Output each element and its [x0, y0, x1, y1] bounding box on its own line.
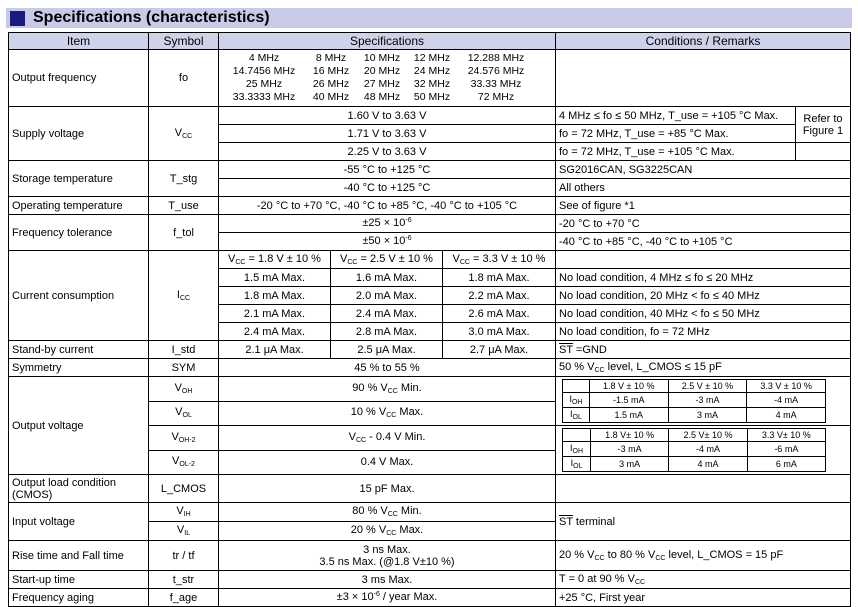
freq-value: 32 MHz	[413, 78, 451, 90]
freq-value: 4 MHz	[248, 52, 280, 64]
spec-cell: $\pm 50 \times 10^{-6}$	[219, 233, 556, 251]
item-cell: Output load condition (CMOS)	[9, 475, 149, 503]
symbol-cell: $V_{OL}$	[149, 401, 219, 426]
mini-value: 4 mA	[747, 408, 826, 423]
row-storage-temperature	[9, 161, 851, 179]
freq-value: 8 MHz	[315, 52, 347, 64]
symbol-cell: I_std	[149, 341, 219, 359]
current-value: 2.4 mA Max.	[331, 305, 443, 323]
item-cell: Operating temperature	[9, 197, 149, 215]
item-cell: Symmetry	[9, 359, 149, 377]
cond-cell: No load condition, 4 MHz ≤ fo ≤ 20 MHz	[556, 269, 851, 287]
current-value: 3.0 mA Max.	[443, 323, 556, 341]
row-output-load	[9, 475, 851, 503]
spec-cell: -40 °C to +125 °C	[219, 179, 556, 197]
output-current-table-1	[562, 379, 826, 423]
mini-label: $I_{OL}$	[563, 457, 591, 472]
item-cell: Output frequency	[9, 50, 149, 107]
mini-head: 1.8 V ± 10 %	[589, 380, 668, 393]
mini-corner	[563, 429, 591, 442]
spec-cell: 15 pF Max.	[219, 475, 556, 503]
row-rise-fall-time	[9, 541, 851, 571]
col-cond-header: Conditions / Remarks	[556, 33, 851, 50]
spec-cell: 1.60 V to 3.63 V	[219, 107, 556, 125]
cond-cell: 20 % $V_{CC}$ to 80 % $V_{CC}$ level, L_CMOS = 15 pF	[556, 541, 851, 571]
freq-value: 24.576 MHz	[467, 65, 525, 77]
freq-value: 25 MHz	[245, 78, 283, 90]
freq-value: 40 MHz	[312, 91, 350, 103]
mini-head: 2.5 V± 10 %	[669, 429, 747, 442]
col-symbol-header: Symbol	[149, 33, 219, 50]
cond-cell: SG2016CAN, SG3225CAN	[556, 161, 851, 179]
item-cell: Start-up time	[9, 571, 149, 589]
symbol-cell: T_use	[149, 197, 219, 215]
mini-value: -3 mA	[591, 442, 669, 457]
mini-label: $I_{OH}$	[563, 442, 591, 457]
mini-label: $I_{OH}$	[563, 393, 590, 408]
row-operating-temperature	[9, 197, 851, 215]
current-value: 1.6 mA Max.	[331, 269, 443, 287]
voltage-head-cell: $V_{CC} = 2.5$ V ± 10 %	[331, 251, 443, 269]
mini-value: 1.5 mA	[589, 408, 668, 423]
section-header	[6, 8, 852, 28]
symbol-cell: $V_{CC}$	[149, 107, 219, 161]
freq-value: 24 MHz	[413, 65, 451, 77]
item-cell: Frequency tolerance	[9, 215, 149, 251]
symbol-cell: t_str	[149, 571, 219, 589]
current-value: 2.4 mA Max.	[219, 323, 331, 341]
refer-figure-cell: Refer to Figure 1	[796, 107, 851, 143]
cond-cell	[556, 251, 851, 269]
cond-cell: 4 MHz ≤ fo ≤ 50 MHz, T_use = +105 °C Max.	[556, 107, 796, 125]
spec-cell: $\pm 25 \times 10^{-6}$	[219, 215, 556, 233]
row-current-consumption	[9, 251, 851, 269]
standby-value: 2.7 μA Max.	[443, 341, 556, 359]
freq-value: 12 MHz	[413, 52, 451, 64]
row-input-voltage	[9, 503, 851, 522]
cond-cell: 50 % $V_{CC}$ level, L_CMOS ≤ 15 pF	[556, 359, 851, 377]
mini-value: 3 mA	[591, 457, 669, 472]
output-current-table-2	[562, 428, 826, 472]
item-cell: Storage temperature	[9, 161, 149, 197]
cond-cell: -20 °C to +70 °C	[556, 215, 851, 233]
section-title: Specifications (characteristics)	[33, 9, 270, 26]
symbol-cell: L_CMOS	[149, 475, 219, 503]
mini-value: -4 mA	[747, 393, 826, 408]
item-cell: Output voltage	[9, 377, 149, 475]
cond-cell: fo = 72 MHz, T_use = +105 °C Max.	[556, 143, 796, 161]
spec-cell: 10 % $V_{CC}$ Max.	[219, 401, 556, 426]
spec-cell: 3 ns Max. 3.5 ns Max. (@1.8 V±10 %)	[219, 541, 556, 571]
row-supply-voltage	[9, 107, 851, 125]
voltage-head-cell: $V_{CC} = 1.8$ V ± 10 %	[219, 251, 331, 269]
spec-table	[8, 32, 851, 607]
cond-cell: See of figure *1	[556, 197, 851, 215]
freq-value: 33.33 MHz	[470, 78, 522, 90]
freq-value: 16 MHz	[312, 65, 350, 77]
current-value: 2.6 mA Max.	[443, 305, 556, 323]
col-spec-header: Specifications	[219, 33, 556, 50]
freq-value: 14.7456 MHz	[232, 65, 296, 77]
row-output-voltage	[9, 377, 851, 402]
current-value: 2.1 mA Max.	[219, 305, 331, 323]
cond-cell: No load condition, 40 MHz < fo ≤ 50 MHz	[556, 305, 851, 323]
symbol-cell: f_age	[149, 589, 219, 607]
spec-cell: -20 °C to +70 °C, -40 °C to +85 °C, -40 °C to +105 °C	[219, 197, 556, 215]
symbol-cell: $V_{IH}$	[149, 503, 219, 522]
row-frequency-aging	[9, 589, 851, 607]
frequency-list-cell	[219, 50, 556, 107]
freq-value: 27 MHz	[363, 78, 401, 90]
spec-cell: 80 % $V_{CC}$ Min.	[219, 503, 556, 522]
table-header-row	[9, 33, 851, 50]
spec-cell: 45 % to 55 %	[219, 359, 556, 377]
cond-cell: -40 °C to +85 °C, -40 °C to +105 °C	[556, 233, 851, 251]
cond-cell: fo = 72 MHz, T_use = +85 °C Max.	[556, 125, 796, 143]
col-item-header: Item	[9, 33, 149, 50]
freq-value: 12.288 MHz	[467, 52, 525, 64]
symbol-cell: $I_{CC}$	[149, 251, 219, 341]
current-value: 1.5 mA Max.	[219, 269, 331, 287]
symbol-cell: tr / tf	[149, 541, 219, 571]
spec-cell: 3 ms Max.	[219, 571, 556, 589]
current-value: 2.2 mA Max.	[443, 287, 556, 305]
spec-cell: $\pm 3 \times 10^{-6}$ / year Max.	[219, 589, 556, 607]
item-cell: Current consumption	[9, 251, 149, 341]
item-cell: Supply voltage	[9, 107, 149, 161]
item-cell: Input voltage	[9, 503, 149, 541]
cond-cell: $\overline{ST}$ terminal	[556, 503, 851, 541]
mini-head: 3.3 V ± 10 %	[747, 380, 826, 393]
cond-cell	[556, 426, 851, 475]
symbol-cell: $V_{OH-2}$	[149, 426, 219, 451]
freq-value: 20 MHz	[363, 65, 401, 77]
cond-cell: T = 0 at 90 % $V_{CC}$	[556, 571, 851, 589]
symbol-cell: T_stg	[149, 161, 219, 197]
row-frequency-tolerance	[9, 215, 851, 233]
cond-cell	[556, 377, 851, 426]
freq-value: 50 MHz	[413, 91, 451, 103]
symbol-cell: fo	[149, 50, 219, 107]
spec-cell: 20 % $V_{CC}$ Max.	[219, 522, 556, 541]
freq-value: 72 MHz	[477, 91, 515, 103]
mini-value: -4 mA	[669, 442, 747, 457]
section-marker-icon	[10, 11, 25, 26]
mini-value: 3 mA	[668, 408, 747, 423]
cond-cell: No load condition, fo = 72 MHz	[556, 323, 851, 341]
spec-cell: 1.71 V to 3.63 V	[219, 125, 556, 143]
freq-value: 26 MHz	[312, 78, 350, 90]
mini-label: $I_{OL}$	[563, 408, 590, 423]
cond-cell: All others	[556, 179, 851, 197]
mini-head: 2.5 V ± 10 %	[668, 380, 747, 393]
spec-cell: -55 °C to +125 °C	[219, 161, 556, 179]
mini-value: -6 mA	[747, 442, 825, 457]
symbol-cell: $V_{OH}$	[149, 377, 219, 402]
row-startup-time	[9, 571, 851, 589]
standby-value: 2.1 μA Max.	[219, 341, 331, 359]
mini-value: 4 mA	[669, 457, 747, 472]
mini-value: 6 mA	[747, 457, 825, 472]
mini-head: 3.3 V± 10 %	[747, 429, 825, 442]
voltage-head-cell: $V_{CC} = 3.3$ V ± 10 %	[443, 251, 556, 269]
current-value: 2.0 mA Max.	[331, 287, 443, 305]
item-cell: Stand-by current	[9, 341, 149, 359]
current-value: 1.8 mA Max.	[219, 287, 331, 305]
cond-cell: No load condition, 20 MHz < fo ≤ 40 MHz	[556, 287, 851, 305]
current-value: 1.8 mA Max.	[443, 269, 556, 287]
standby-value: 2.5 μA Max.	[331, 341, 443, 359]
mini-corner	[563, 380, 590, 393]
freq-value: 48 MHz	[363, 91, 401, 103]
freq-value: 10 MHz	[363, 52, 401, 64]
mini-value: -1.5 mA	[589, 393, 668, 408]
cond-cell	[556, 475, 851, 503]
empty-cell	[796, 143, 851, 161]
mini-head: 1.8 V± 10 %	[591, 429, 669, 442]
row-symmetry	[9, 359, 851, 377]
row-output-frequency	[9, 50, 851, 107]
symbol-cell: f_tol	[149, 215, 219, 251]
cond-cell: $\overline{ST} =GND$	[556, 341, 851, 359]
frequency-grid	[222, 50, 552, 106]
symbol-cell: SYM	[149, 359, 219, 377]
cond-cell: +25 °C, First year	[556, 589, 851, 607]
item-cell: Frequency aging	[9, 589, 149, 607]
spec-cell: 90 % $V_{CC}$ Min.	[219, 377, 556, 402]
mini-value: -3 mA	[668, 393, 747, 408]
item-cell: Rise time and Fall time	[9, 541, 149, 571]
row-standby-current	[9, 341, 851, 359]
current-value: 2.8 mA Max.	[331, 323, 443, 341]
symbol-cell: $V_{OL-2}$	[149, 450, 219, 475]
spec-cell: $V_{CC} - 0.4$ V Min.	[219, 426, 556, 451]
freq-value: 33.3333 MHz	[232, 91, 296, 103]
spec-cell: 2.25 V to 3.63 V	[219, 143, 556, 161]
spec-cell: 0.4 V Max.	[219, 450, 556, 475]
cond-cell	[556, 50, 851, 107]
symbol-cell: $V_{IL}$	[149, 522, 219, 541]
